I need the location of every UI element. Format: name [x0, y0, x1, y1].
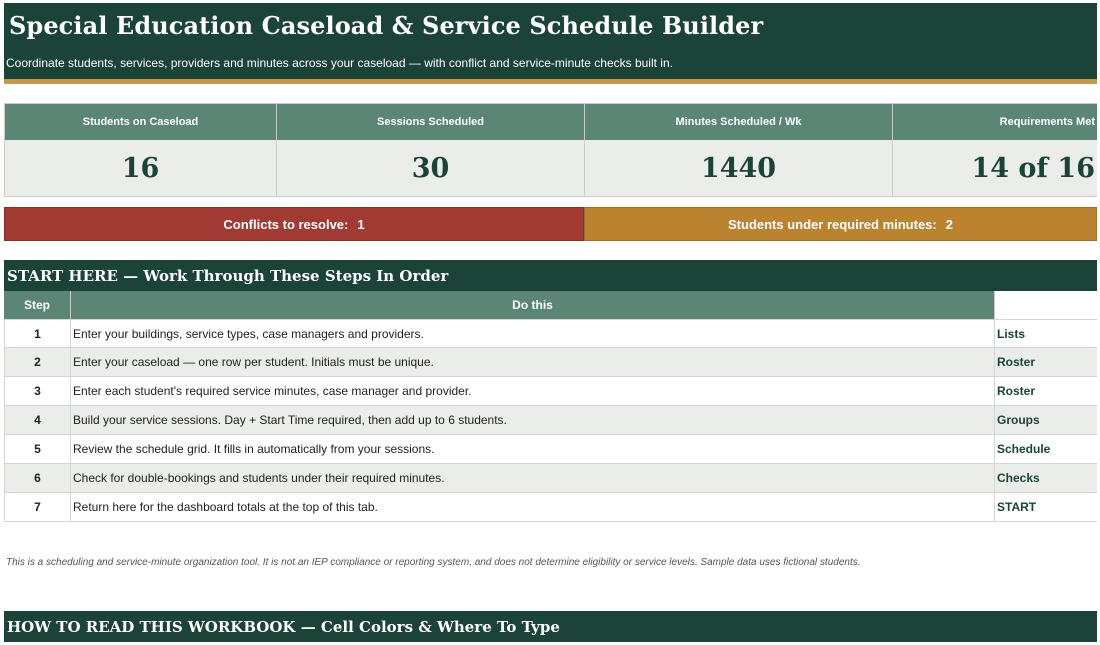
step-number: 5 — [4, 435, 71, 463]
kpi-requirements-met — [892, 103, 1097, 197]
step-number: 4 — [4, 406, 71, 434]
kpi-value: 30 — [411, 153, 450, 184]
conflicts-count: 1 — [357, 216, 365, 232]
kpi-label: Students on Caseload — [5, 104, 276, 140]
step-row — [4, 319, 1097, 348]
step-tab-link[interactable]: Groups — [997, 413, 1040, 427]
kpi-label: Requirements Met — [893, 104, 1097, 140]
under-minutes-alert — [584, 207, 1097, 241]
step-row — [4, 464, 1097, 493]
step-tab-link[interactable]: Schedule — [997, 442, 1051, 456]
step-instruction: Enter your buildings, service types, case managers and providers. — [71, 320, 995, 347]
step-number: 6 — [4, 464, 71, 492]
kpi-value: 1440 — [700, 153, 777, 184]
step-instruction: Enter your caseload — one row per student. Initials must be unique. — [71, 348, 995, 376]
step-tab-link[interactable]: Roster — [997, 355, 1036, 369]
conflicts-alert — [4, 207, 584, 241]
step-row — [4, 406, 1097, 435]
step-instruction: Return here for the dashboard totals at the top of this tab. — [71, 493, 995, 521]
step-row — [4, 493, 1097, 522]
step-row — [4, 377, 1097, 406]
step-tab-link[interactable]: Roster — [997, 384, 1036, 398]
step-tab-link[interactable]: Checks — [997, 471, 1040, 485]
steps-table-header — [4, 291, 1097, 319]
step-tab-link[interactable]: Lists — [997, 326, 1026, 341]
title-banner — [4, 3, 1097, 80]
step-number: 1 — [4, 320, 71, 347]
step-instruction: Review the schedule grid. It fills in automatically from your sessions. — [71, 435, 995, 463]
start-here-heading: START HERE — Work Through These Steps In Order — [4, 260, 1097, 291]
step-row — [4, 435, 1097, 464]
kpi-sessions-scheduled — [276, 103, 584, 197]
step-instruction: Check for double-bookings and students under their required minutes. — [71, 464, 995, 492]
kpi-students-on-caseload — [4, 103, 276, 197]
col-header-step: Step — [4, 291, 71, 319]
kpi-minutes-scheduled — [584, 103, 892, 197]
step-number: 7 — [4, 493, 71, 521]
step-instruction: Build your service sessions. Day + Start Time required, then add up to 6 students. — [71, 406, 995, 434]
kpi-label: Sessions Scheduled — [277, 104, 584, 140]
page-title: Special Education Caseload & Service Schedule Builder — [9, 11, 764, 40]
steps-table — [4, 291, 1097, 522]
under-minutes-label: Students under required minutes: — [728, 216, 937, 232]
col-header-do-this: Do this — [71, 291, 995, 319]
page-subtitle: Coordinate students, services, providers and minutes across your caseload — with conflict and service-minute checks built in. — [6, 56, 673, 70]
conflicts-label: Conflicts to resolve: — [223, 216, 349, 232]
kpi-value: 14 of 16 — [971, 153, 1095, 184]
under-minutes-count: 2 — [945, 216, 953, 232]
disclaimer-note: This is a scheduling and service-minute organization tool. It is not an IEP compliance or reporting system, and does not determine eligibility or service levels. Sample data uses fictional students. — [6, 557, 861, 568]
step-instruction: Enter each student's required service minutes, case manager and provider. — [71, 377, 995, 405]
kpi-value: 16 — [121, 153, 160, 184]
how-to-read-heading: HOW TO READ THIS WORKBOOK — Cell Colors & Where To Type — [4, 611, 1097, 642]
kpi-label: Minutes Scheduled / Wk — [585, 104, 892, 140]
step-number: 2 — [4, 348, 71, 376]
header-accent-rule — [4, 79, 1097, 84]
step-tab-link[interactable]: START — [997, 500, 1037, 514]
step-number: 3 — [4, 377, 71, 405]
step-row — [4, 348, 1097, 377]
